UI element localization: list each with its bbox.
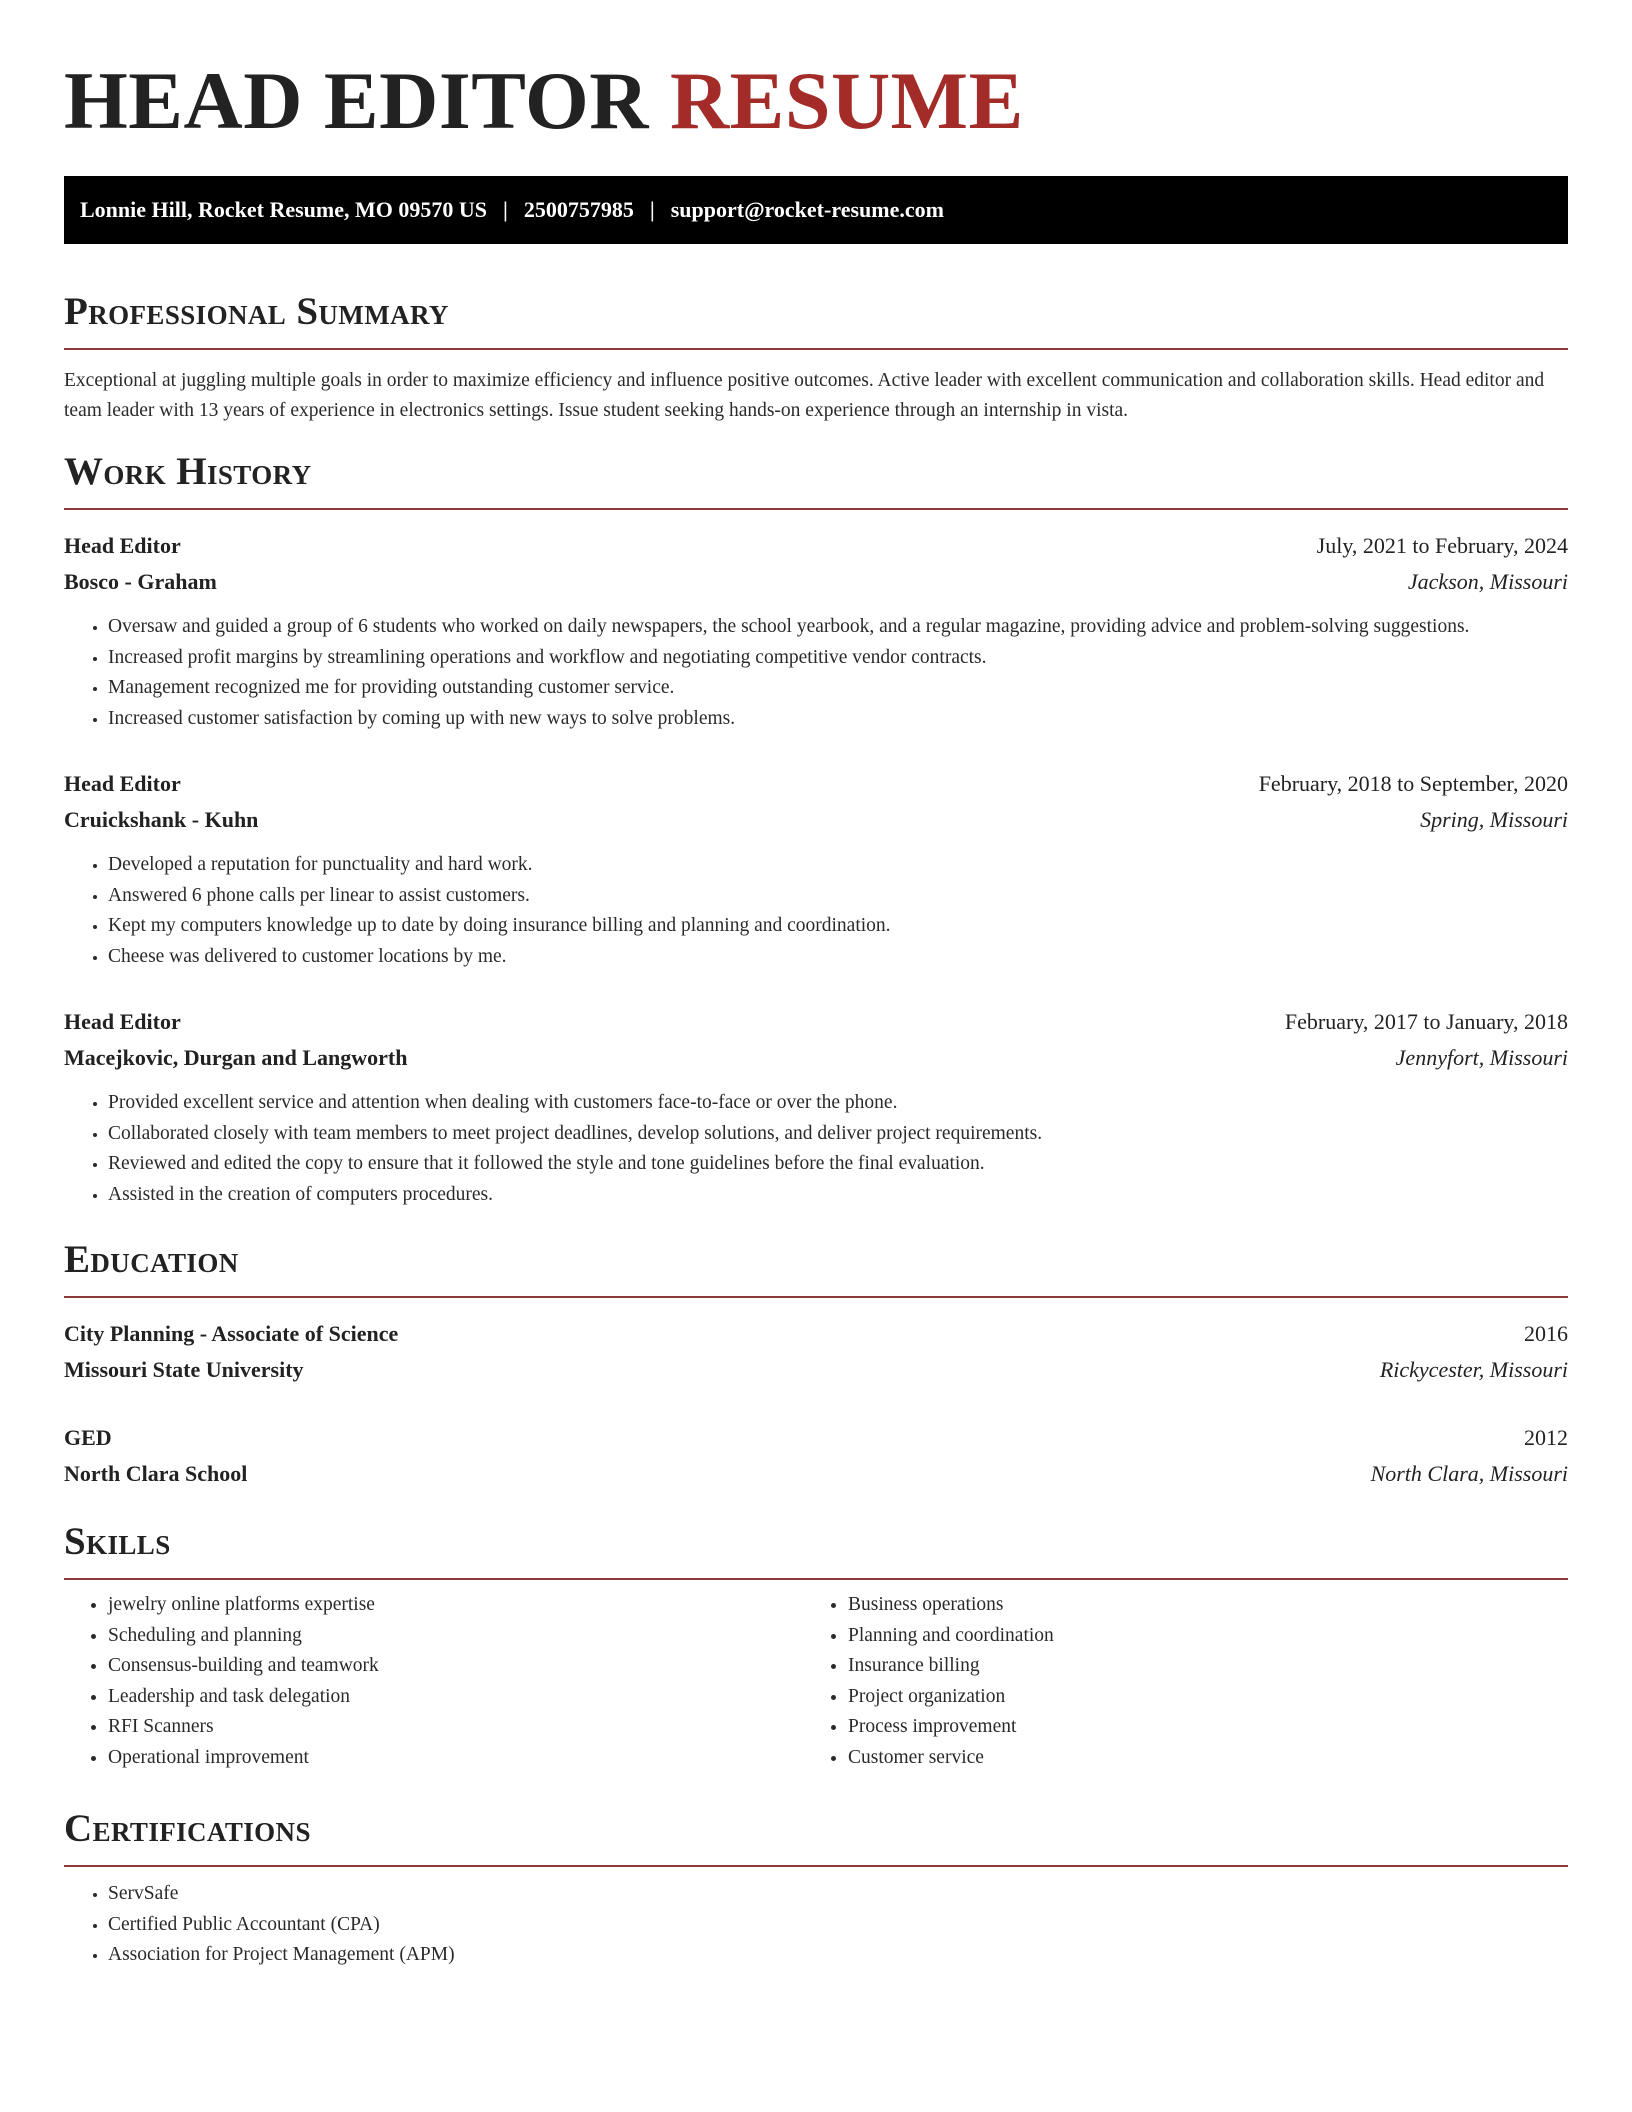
- contact-separator: |: [649, 197, 655, 222]
- job-bullet: • Increased customer satisfaction by coming up with new ways to solve problems.: [108, 704, 1568, 735]
- job-bullet: • Provided excellent service and attention when dealing with customers face-to-face or over the phone.: [108, 1088, 1568, 1119]
- job-bullet: • Reviewed and edited the copy to ensure that it followed the style and tone guidelines before the final evaluation.: [108, 1149, 1568, 1180]
- job-dates: July, 2021 to February, 2024: [1316, 533, 1568, 558]
- job-bullet: • Collaborated closely with team members to meet project deadlines, develop solutions, and deliver project requirements.: [108, 1119, 1568, 1150]
- job-bullets: [64, 1088, 1568, 1210]
- skill-item: • Operational improvement: [108, 1743, 804, 1774]
- education-section: [64, 1236, 1568, 1492]
- certification-item: • Association for Project Management (APM): [108, 1940, 1568, 1971]
- certifications-section: [64, 1805, 1568, 1971]
- skill-item: • Process improvement: [848, 1712, 1544, 1743]
- job-company: Macejkovic, Durgan and Langworth: [64, 1045, 408, 1070]
- section-heading: Skills: [64, 1518, 1568, 1580]
- work-history-section: [64, 448, 1568, 1210]
- education-degree: GED: [64, 1425, 112, 1450]
- skills-grid: [64, 1590, 1568, 1773]
- skill-item: • Consensus-building and teamwork: [108, 1651, 804, 1682]
- skills-column-right: [804, 1590, 1544, 1773]
- job-location: Jackson, Missouri: [1407, 569, 1568, 594]
- skills-section: [64, 1518, 1568, 1773]
- job-bullet: • Increased profit margins by streamlining operations and workflow and negotiating competitive vendor contracts.: [108, 643, 1568, 674]
- contact-phone: 2500757985: [523, 197, 634, 222]
- job-bullet: • Assisted in the creation of computers procedures.: [108, 1180, 1568, 1211]
- job-location: Jennyfort, Missouri: [1395, 1045, 1568, 1070]
- job-title: Head Editor: [64, 771, 181, 796]
- section-heading: Education: [64, 1236, 1568, 1298]
- certification-item: • Certified Public Accountant (CPA): [108, 1910, 1568, 1941]
- skill-item: • Insurance billing: [848, 1651, 1544, 1682]
- job-title: Head Editor: [64, 1009, 181, 1034]
- summary-text: Exceptional at juggling multiple goals in order to maximize efficiency and influence positive outcomes. Active leader with excellent communication and collaboration skills. Head editor and team leader with 13 years of experience in electronics settings. Issue student seeking hands-on experience through an internship in vista.: [64, 370, 1545, 421]
- job-bullets: [64, 850, 1568, 972]
- job-dates: February, 2018 to September, 2020: [1258, 771, 1568, 796]
- job-bullet: • Developed a reputation for punctuality and hard work.: [108, 850, 1568, 881]
- section-heading: Certifications: [64, 1805, 1568, 1867]
- job-entry: [64, 528, 1568, 734]
- skill-item: • Planning and coordination: [848, 1621, 1544, 1652]
- job-location: Spring, Missouri: [1420, 807, 1568, 832]
- resume-title: [64, 0, 1568, 144]
- section-heading: Professional Summary: [64, 288, 1568, 350]
- education-degree: City Planning - Associate of Science: [64, 1321, 399, 1346]
- certification-item: • ServSafe: [108, 1879, 1568, 1910]
- job-entry: [64, 1004, 1568, 1210]
- job-bullets: [64, 612, 1568, 734]
- skill-item: • Customer service: [848, 1743, 1544, 1774]
- job-title: Head Editor: [64, 533, 181, 558]
- skill-item: • Project organization: [848, 1682, 1544, 1713]
- summary-section: [64, 288, 1568, 426]
- job-bullet: • Cheese was delivered to customer locations by me.: [108, 942, 1568, 973]
- education-year: 2012: [1524, 1425, 1568, 1450]
- job-entry: [64, 766, 1568, 972]
- education-entry: [64, 1420, 1568, 1492]
- contact-bar: [64, 176, 1568, 244]
- education-entry: [64, 1316, 1568, 1388]
- skill-item: • jewelry online platforms expertise: [108, 1590, 804, 1621]
- job-company: Cruickshank - Kuhn: [64, 807, 259, 832]
- job-bullet: • Kept my computers knowledge up to date by doing insurance billing and planning and coordination.: [108, 911, 1568, 942]
- job-company: Bosco - Graham: [64, 569, 217, 594]
- certifications-list: [64, 1879, 1568, 1971]
- job-bullet: • Answered 6 phone calls per linear to assist customers.: [108, 881, 1568, 912]
- education-school: North Clara School: [64, 1461, 248, 1486]
- education-school: Missouri State University: [64, 1357, 304, 1382]
- skill-item: • RFI Scanners: [108, 1712, 804, 1743]
- education-location: Rickycester, Missouri: [1379, 1357, 1568, 1382]
- skill-item: • Leadership and task delegation: [108, 1682, 804, 1713]
- contact-email: support@rocket-resume.com: [670, 197, 944, 222]
- contact-separator: |: [503, 197, 508, 222]
- job-bullet: • Oversaw and guided a group of 6 students who worked on daily newspapers, the school yearbook, and a regular magazine, providing advice and problem-solving suggestions.: [108, 612, 1568, 643]
- title-accent: RESUME: [669, 55, 1024, 146]
- skill-item: • Business operations: [848, 1590, 1544, 1621]
- education-year: 2016: [1524, 1321, 1568, 1346]
- skills-column-left: [64, 1590, 804, 1773]
- job-bullet: • Management recognized me for providing outstanding customer service.: [108, 673, 1568, 704]
- section-heading: Work History: [64, 448, 1568, 510]
- contact-address: Lonnie Hill, Rocket Resume, MO 09570 US: [80, 197, 487, 222]
- title-main: HEAD EDITOR: [64, 55, 649, 146]
- education-location: North Clara, Missouri: [1370, 1461, 1568, 1486]
- resume-page: [64, 0, 1568, 1971]
- skill-item: • Scheduling and planning: [108, 1621, 804, 1652]
- job-dates: February, 2017 to January, 2018: [1284, 1009, 1568, 1034]
